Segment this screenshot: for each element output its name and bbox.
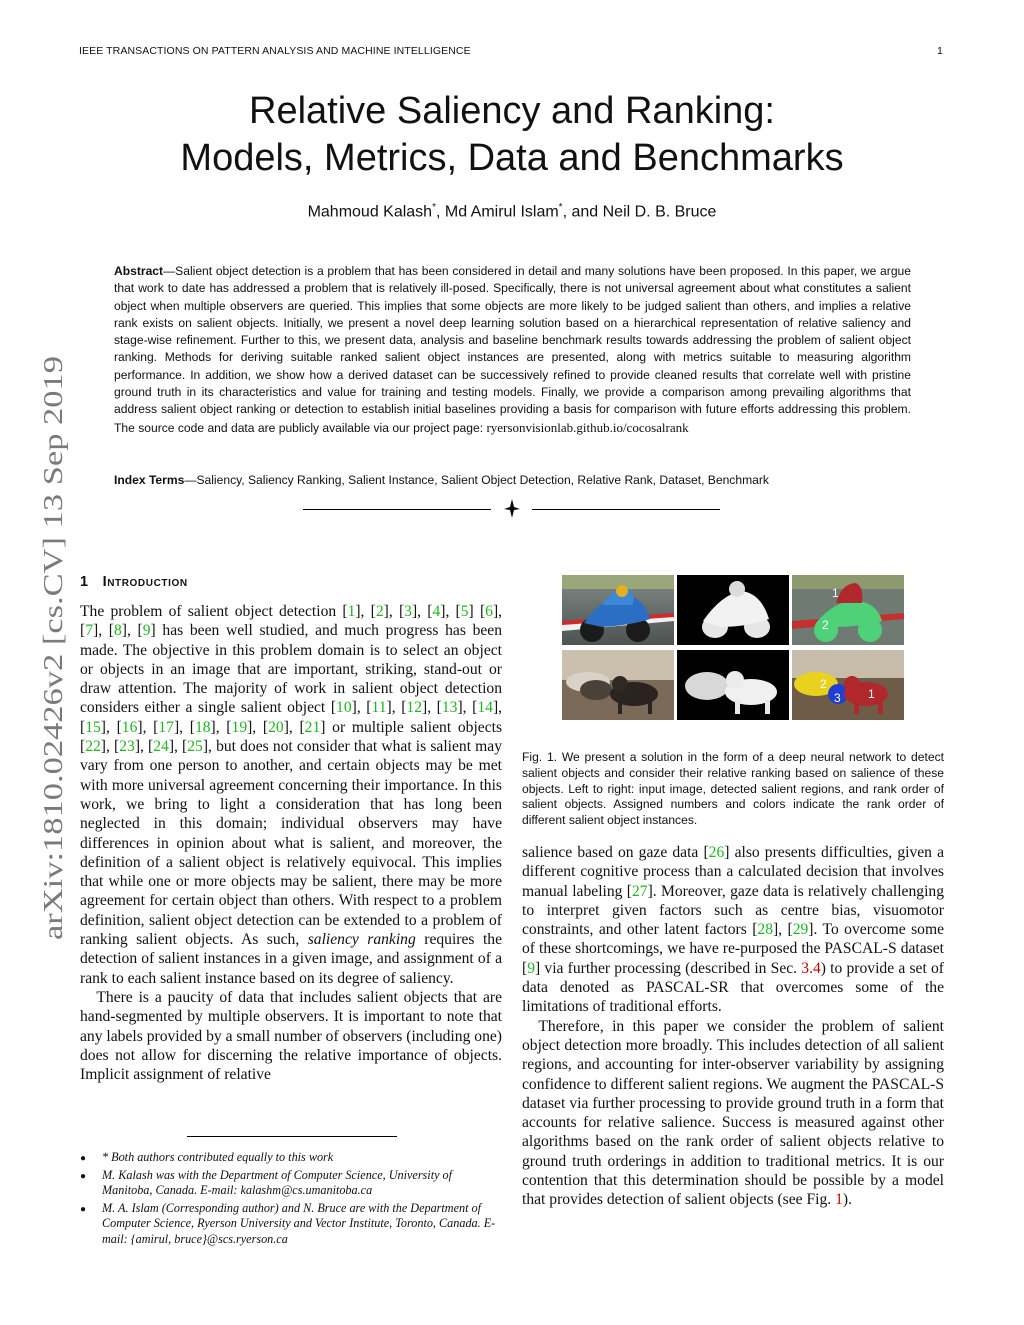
section-number: 1 [80, 574, 89, 590]
citation-link[interactable]: 7 [85, 622, 93, 640]
saliency-map-dogs-shape [677, 650, 789, 720]
footnote-equal-contribution [80, 1150, 504, 1166]
text-run: ). [842, 1191, 852, 1209]
paper-title [80, 88, 944, 182]
bullet-icon: ● [80, 1203, 87, 1215]
saliency-map-dogs [677, 650, 789, 720]
text-run: ], [ [173, 718, 195, 736]
bullet-icon: ● [80, 1170, 87, 1182]
text-run: ], [ [134, 738, 154, 756]
citation-link[interactable]: 5 [460, 603, 469, 620]
citation-link[interactable]: 10 [336, 699, 352, 717]
separator-rule-right [532, 509, 720, 510]
citation-link[interactable]: 22 [85, 738, 101, 756]
right-column [522, 843, 944, 1210]
text-run: ], [ [80, 699, 503, 736]
text-run: ], [ [80, 603, 503, 640]
text-run: ], [ [386, 699, 407, 717]
text-run: ], [ [121, 622, 143, 640]
text-run: ], [ [100, 718, 122, 736]
section-reference-link[interactable]: 3.4 [801, 959, 821, 977]
ranked-output-motorcycle-shape [792, 575, 904, 645]
figure-1 [562, 575, 905, 720]
footnote-islam-bruce-affiliation [80, 1201, 504, 1248]
citation-link[interactable]: 11 [371, 699, 387, 717]
arxiv-side-stamp [30, 350, 70, 950]
text-run: ]. Moreover, gaze data is relatively challenging to interpret given factors such as centre bias, visuomotor constraints, and other latent factors [ [522, 882, 944, 939]
citation-link[interactable]: 4 [432, 603, 441, 620]
arxiv-identifier[interactable]: arXiv:1810.02426v2 [cs.CV] 13 Sep 2019 [38, 482, 68, 940]
text-run: ] [ [468, 603, 486, 620]
text-run: ], [ [772, 921, 793, 939]
equal-contribution-mark-2: * [558, 202, 563, 213]
intro-paragraph-1 [80, 602, 502, 988]
footnote-kalash-affiliation [80, 1168, 504, 1199]
text-run: salience based on gaze data [ [522, 844, 709, 861]
index-terms [114, 472, 911, 489]
citation-link[interactable]: 24 [153, 738, 169, 756]
bullet-icon: ● [80, 1153, 87, 1164]
title-line-2: Models, Metrics, Data and Benchmarks [180, 137, 844, 179]
text-run: ], [ [457, 699, 478, 717]
text-run: ] or multiple salient objects [ [80, 718, 503, 756]
text-run: ], [ [283, 718, 305, 736]
citation-link[interactable]: 1 [347, 603, 356, 620]
index-terms-text: —Saliency, Saliency Ranking, Salient Instance, Salient Object Detection, Relative Rank, Dataset, Benchmark [184, 473, 769, 487]
footnote-rule [187, 1136, 397, 1137]
rank-label: 1 [868, 687, 875, 701]
citation-link[interactable]: 8 [113, 622, 122, 640]
index-terms-label: Index Terms [114, 473, 185, 487]
citation-link[interactable]: 21 [304, 718, 321, 736]
page-number: 1 [937, 45, 943, 57]
intro-paragraph-2: There is a paucity of data that includes salient objects that are hand-segmented by multiple observers. It is important to note that any labels provided by a small number of observers (including one) does not allow for discerning the relative importance of objects. Implicit assignment of relative [80, 988, 502, 1084]
figure-1-caption: Fig. 1. We present a solution in the form of a deep neural network to detect salient objects and consider their relative ranking based on salience of these objects. Left to right: input image, detected salient regions, and rank order of salient objects. Assigned numbers and colors indicate the rank order of different salient object instances. [522, 750, 944, 828]
citation-link[interactable]: 3 [404, 603, 412, 620]
citation-link[interactable]: 25 [187, 738, 203, 756]
text-run: ] via further processing (described in Sec. [535, 959, 802, 977]
four-point-star-icon [503, 497, 521, 519]
text-run: Therefore, in this paper we consider the problem of salient object detection more broadly. This includes detection of all salient regions, and accounting for inter-observer variability by assigning confidence to different salient regions. We augment the PASCAL-S dataset via further processing to provide ground truth in a form that accounts for relative salience. Success is measured against other algorithms based on the rank order of salient objects relative to ground truth orderings in addition to traditional metrics. It is our contention that this determination should be possible by a model that provides detection of salient objects (see Fig. [522, 1017, 944, 1209]
citation-link[interactable]: 17 [158, 718, 174, 736]
motorcycle-photo [562, 575, 674, 645]
author-2: , Md Amirul Islam [435, 203, 559, 221]
text-run: ], [ [100, 738, 120, 756]
intro-paragraph-3 [522, 843, 944, 1017]
citation-link[interactable]: 12 [406, 699, 422, 717]
equal-contribution-mark-1: * [432, 202, 436, 213]
citation-link[interactable]: 6 [485, 603, 493, 620]
text-run: ] has been well studied, and much progress has been made. The objective in this problem domain is to select an object or objects in an image that are important, striking, stand-out or draw attention. The majority of work in salient object detection considers either a single salient object [ [80, 622, 503, 717]
project-url-link[interactable]: ryersonvisionlab.github.io/cocosalrank [486, 419, 689, 435]
text-run: ] also presents difficulties, given a different cognitive process than a calculated decision that involves manual labeling [ [522, 844, 945, 900]
title-line-1: Relative Saliency and Ranking: [249, 90, 775, 132]
text-run: ], [ [383, 603, 405, 620]
citation-link[interactable]: 23 [119, 738, 135, 756]
footnote-text: M. A. Islam (Corresponding author) and N. Bruce are with the Department of Computer Science, Ryerson University and Vector Institute, Toronto, Canada. E-mail: {amirul, bruce}@scs.ryerson.ca [102, 1200, 496, 1246]
citation-link[interactable]: 29 [792, 921, 809, 939]
citation-link[interactable]: 9 [142, 622, 151, 640]
four-point-star-icon-shape [503, 497, 521, 519]
abstract-label: Abstract [114, 264, 164, 278]
footnotes [80, 1150, 504, 1250]
figure-reference-link[interactable]: 1 [835, 1191, 843, 1209]
citation-link[interactable]: 16 [121, 718, 138, 736]
rank-label: 2 [822, 618, 829, 632]
rank-label: 1 [832, 586, 839, 600]
author-1: Mahmoud Kalash [307, 203, 433, 221]
separator-rule-left [303, 509, 491, 510]
text-run: ]. To overcome some of these shortcomings, we have re-purposed the PASCAL-S dataset [ [522, 921, 944, 977]
left-column [80, 602, 502, 1084]
text-run: ], [ [93, 622, 114, 640]
saliency-map-motorcycle [677, 575, 789, 645]
section-heading-introduction [80, 574, 188, 590]
running-head: IEEE TRANSACTIONS ON PATTERN ANALYSIS AND MACHINE INTELLIGENCE [79, 45, 471, 57]
citation-link[interactable]: 14 [477, 699, 493, 717]
text-run: ], [ [247, 718, 269, 736]
citation-link[interactable]: 9 [527, 959, 535, 977]
text-run: ], [ [411, 603, 433, 620]
text-run: ], [ [440, 603, 461, 620]
intro-paragraph-4 [522, 1017, 944, 1210]
text-run: ], [ [355, 603, 376, 620]
ranked-output-dogs-shape [792, 650, 904, 720]
footnote-text: * Both authors contributed equally to this work [102, 1150, 334, 1164]
citation-link[interactable]: 26 [708, 844, 725, 861]
dogs-photo [562, 650, 674, 720]
abstract [114, 263, 911, 437]
text-run: requires the detection of salient instances in a given image, and assignment of a rank to each salient instance based on its degree of saliency. [80, 931, 502, 987]
emphasis-saliency-ranking: saliency ranking [307, 931, 416, 949]
citation-link[interactable]: 28 [757, 921, 773, 939]
text-run: ], [ [210, 718, 232, 736]
citation-link[interactable]: 20 [268, 718, 284, 736]
citation-link[interactable]: 13 [441, 699, 458, 717]
text-run: ], but does not consider that what is salient may vary from one person to another, and certain objects may be met with more universal agreement concerning their importance. In this work, we bring to light a consideration that has long been neglected in this domain; individual observers may have differences in opinion about what is salient, and moreover, the definition of a salient object is relatively equivocal. This implies that while one or more objects may be salient, there may be more agreement for certain object than others. With respect to a problem definition, salient object detection can be extended to a problem of ranking salient objects. As such, [80, 738, 503, 949]
text-run: ], [ [168, 738, 188, 756]
ranked-output-dogs [792, 650, 904, 720]
citation-link[interactable]: 19 [231, 718, 248, 736]
text-run: ], [ [351, 699, 372, 717]
ranked-output-motorcycle [792, 575, 904, 645]
text-run: ], [ [422, 699, 442, 717]
text-run: ], [ [137, 718, 159, 736]
saliency-map-motorcycle-shape [677, 575, 789, 645]
author-list [80, 202, 944, 221]
text-run: The problem of salient object detection [ [80, 603, 348, 620]
input-image-dogs [562, 650, 674, 720]
citation-link[interactable]: 15 [85, 718, 101, 736]
text-run: ) to provide a set of data denoted as PASCAL-SR that overcomes some of the limitations of traditional efforts. [522, 959, 944, 1016]
citation-link[interactable]: 2 [375, 603, 384, 620]
section-title: Introduction [102, 574, 188, 590]
citation-link[interactable]: 27 [632, 882, 648, 900]
rank-label: 2 [820, 677, 827, 691]
abstract-text: —Salient object detection is a problem that has been considered in detail and many solutions have been proposed. In this paper, we argue that work to date has addressed a problem that is relatively ill-posed. Specifically, there is not universal agreement about what constitutes a salient object when multiple observers are queried. This implies that some objects are more likely to be judged salient than others, and implies a relative rank exists on salient objects. Initially, we present a novel deep learning solution based on a hierarchical representation of relative saliency and stage-wise refinement. Further to this, we present data, analysis and baseline benchmark results towards addressing the problem of salient object ranking. Methods for deriving suitable ranked salient object instances are presented, along with metrics suitable to measuring algorithm performance. In addition, we show how a derived dataset can be successively refined to provide cleaned results that correlate well with pristine ground truth in its characteristics and value for training and testing models. Finally, we provide a comparison among prevailing algorithms that address salient object ranking or detection to establish initial baselines providing a basis for comparison with future efforts addressing this problem. The source code and data are publicly available via our project page: [114, 264, 911, 435]
author-3: , and Neil D. B. Bruce [562, 203, 717, 221]
rank-label: 3 [834, 691, 841, 705]
input-image-motorcycle [562, 575, 674, 645]
citation-link[interactable]: 18 [194, 718, 211, 736]
footnote-text: M. Kalash was with the Department of Computer Science, University of Manitoba, Canada. E-mail: kalashm@cs.umanitoba.ca [102, 1167, 453, 1198]
